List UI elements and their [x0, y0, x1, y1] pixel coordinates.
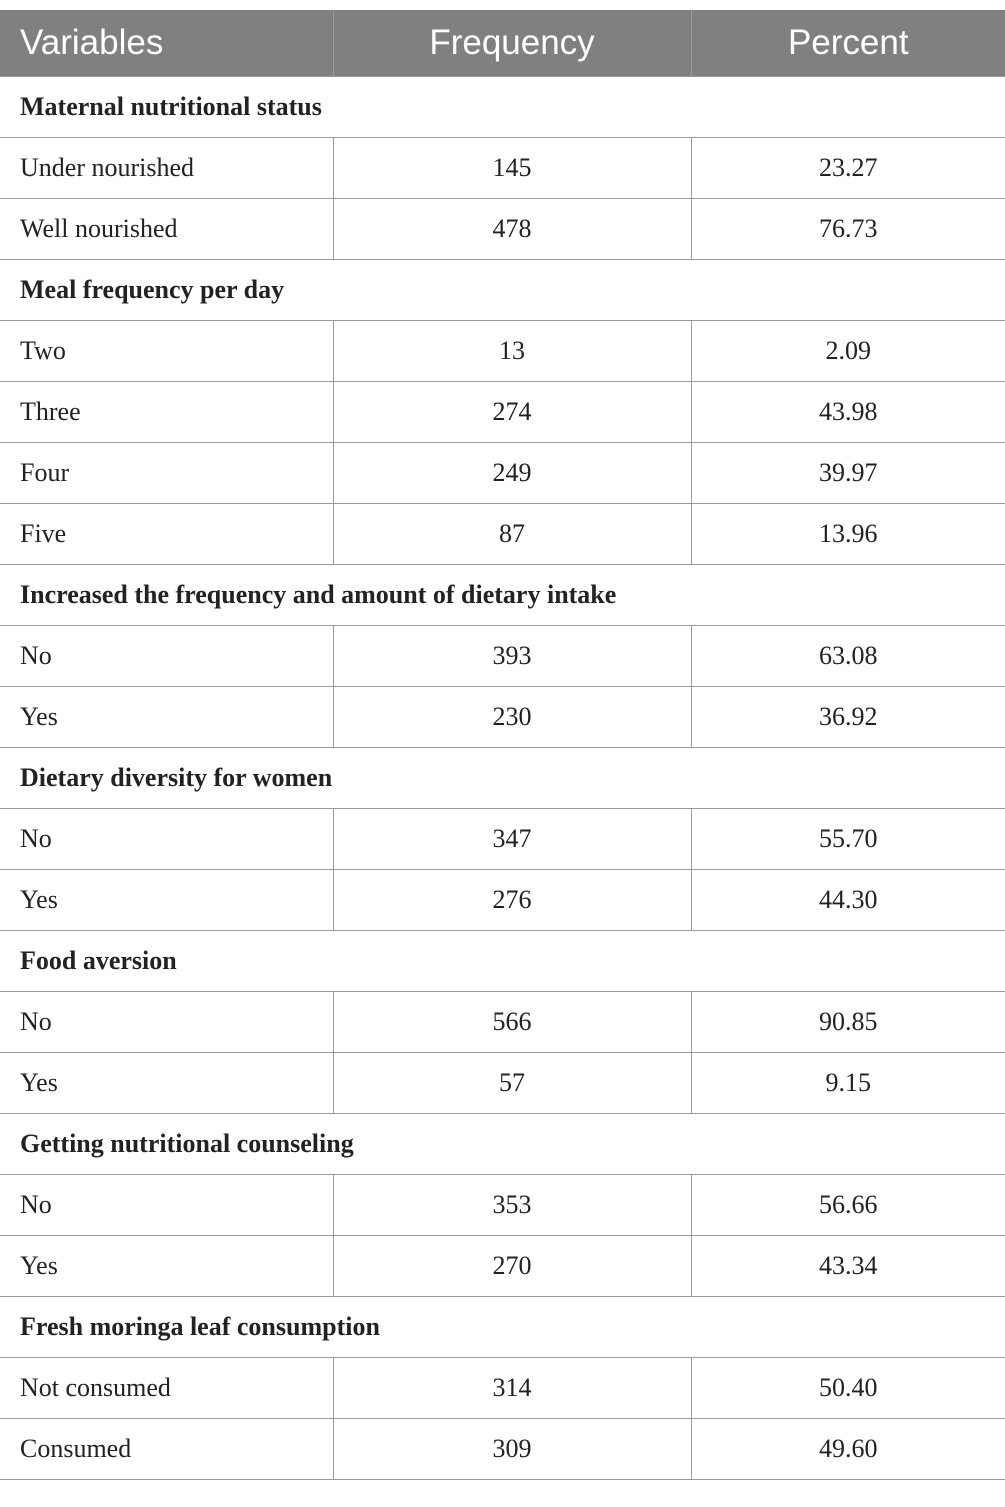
section-header-row [0, 748, 1005, 809]
row-percent: 43.98 [691, 382, 1005, 443]
row-label: Yes [0, 870, 333, 931]
section-title: Increased the frequency and amount of dietary intake [0, 565, 1005, 626]
row-label: Five [0, 504, 333, 565]
table-row [0, 870, 1005, 931]
row-frequency: 145 [333, 138, 691, 199]
row-frequency: 230 [333, 687, 691, 748]
row-frequency: 249 [333, 443, 691, 504]
row-label: Under nourished [0, 138, 333, 199]
section-title: Dietary diversity for women [0, 748, 1005, 809]
table-row [0, 443, 1005, 504]
row-frequency: 57 [333, 1053, 691, 1114]
section-header-row [0, 565, 1005, 626]
row-label: Yes [0, 1053, 333, 1114]
nutrition-table [0, 10, 1005, 1480]
row-percent: 76.73 [691, 199, 1005, 260]
row-percent: 9.15 [691, 1053, 1005, 1114]
row-percent: 44.30 [691, 870, 1005, 931]
row-frequency: 393 [333, 626, 691, 687]
row-frequency: 566 [333, 992, 691, 1053]
row-percent: 55.70 [691, 809, 1005, 870]
table-row [0, 504, 1005, 565]
row-percent: 50.40 [691, 1358, 1005, 1419]
row-label: No [0, 809, 333, 870]
header-percent: Percent [691, 10, 1005, 77]
section-header-row [0, 931, 1005, 992]
row-label: Two [0, 321, 333, 382]
row-frequency: 347 [333, 809, 691, 870]
section-title: Meal frequency per day [0, 260, 1005, 321]
table-row [0, 1236, 1005, 1297]
table-header [0, 10, 1005, 77]
row-label: Three [0, 382, 333, 443]
header-row [0, 10, 1005, 77]
table-row [0, 382, 1005, 443]
table-row [0, 321, 1005, 382]
table-row [0, 1053, 1005, 1114]
row-label: Yes [0, 1236, 333, 1297]
table-row [0, 1419, 1005, 1480]
row-label: No [0, 626, 333, 687]
row-label: Consumed [0, 1419, 333, 1480]
table-body [0, 77, 1005, 1480]
table-row [0, 1175, 1005, 1236]
section-title: Food aversion [0, 931, 1005, 992]
row-frequency: 270 [333, 1236, 691, 1297]
section-header-row [0, 260, 1005, 321]
table-row [0, 626, 1005, 687]
table-row [0, 687, 1005, 748]
row-label: Yes [0, 687, 333, 748]
row-frequency: 309 [333, 1419, 691, 1480]
row-percent: 36.92 [691, 687, 1005, 748]
section-header-row [0, 1297, 1005, 1358]
table-row [0, 138, 1005, 199]
row-label: No [0, 992, 333, 1053]
row-frequency: 478 [333, 199, 691, 260]
table-row [0, 992, 1005, 1053]
row-label: Well nourished [0, 199, 333, 260]
table-row [0, 199, 1005, 260]
row-percent: 39.97 [691, 443, 1005, 504]
row-percent: 49.60 [691, 1419, 1005, 1480]
row-percent: 2.09 [691, 321, 1005, 382]
header-variables: Variables [0, 10, 333, 77]
section-title: Fresh moringa leaf consumption [0, 1297, 1005, 1358]
section-title: Maternal nutritional status [0, 77, 1005, 138]
table-row [0, 809, 1005, 870]
row-frequency: 314 [333, 1358, 691, 1419]
section-header-row [0, 77, 1005, 138]
row-frequency: 353 [333, 1175, 691, 1236]
row-percent: 90.85 [691, 992, 1005, 1053]
data-table-container [0, 10, 1005, 1480]
row-frequency: 276 [333, 870, 691, 931]
row-percent: 43.34 [691, 1236, 1005, 1297]
table-row [0, 1358, 1005, 1419]
row-percent: 63.08 [691, 626, 1005, 687]
header-frequency: Frequency [333, 10, 691, 77]
section-title: Getting nutritional counseling [0, 1114, 1005, 1175]
row-label: Not consumed [0, 1358, 333, 1419]
row-percent: 56.66 [691, 1175, 1005, 1236]
row-label: Four [0, 443, 333, 504]
row-percent: 23.27 [691, 138, 1005, 199]
row-frequency: 13 [333, 321, 691, 382]
row-label: No [0, 1175, 333, 1236]
section-header-row [0, 1114, 1005, 1175]
row-frequency: 87 [333, 504, 691, 565]
row-percent: 13.96 [691, 504, 1005, 565]
row-frequency: 274 [333, 382, 691, 443]
